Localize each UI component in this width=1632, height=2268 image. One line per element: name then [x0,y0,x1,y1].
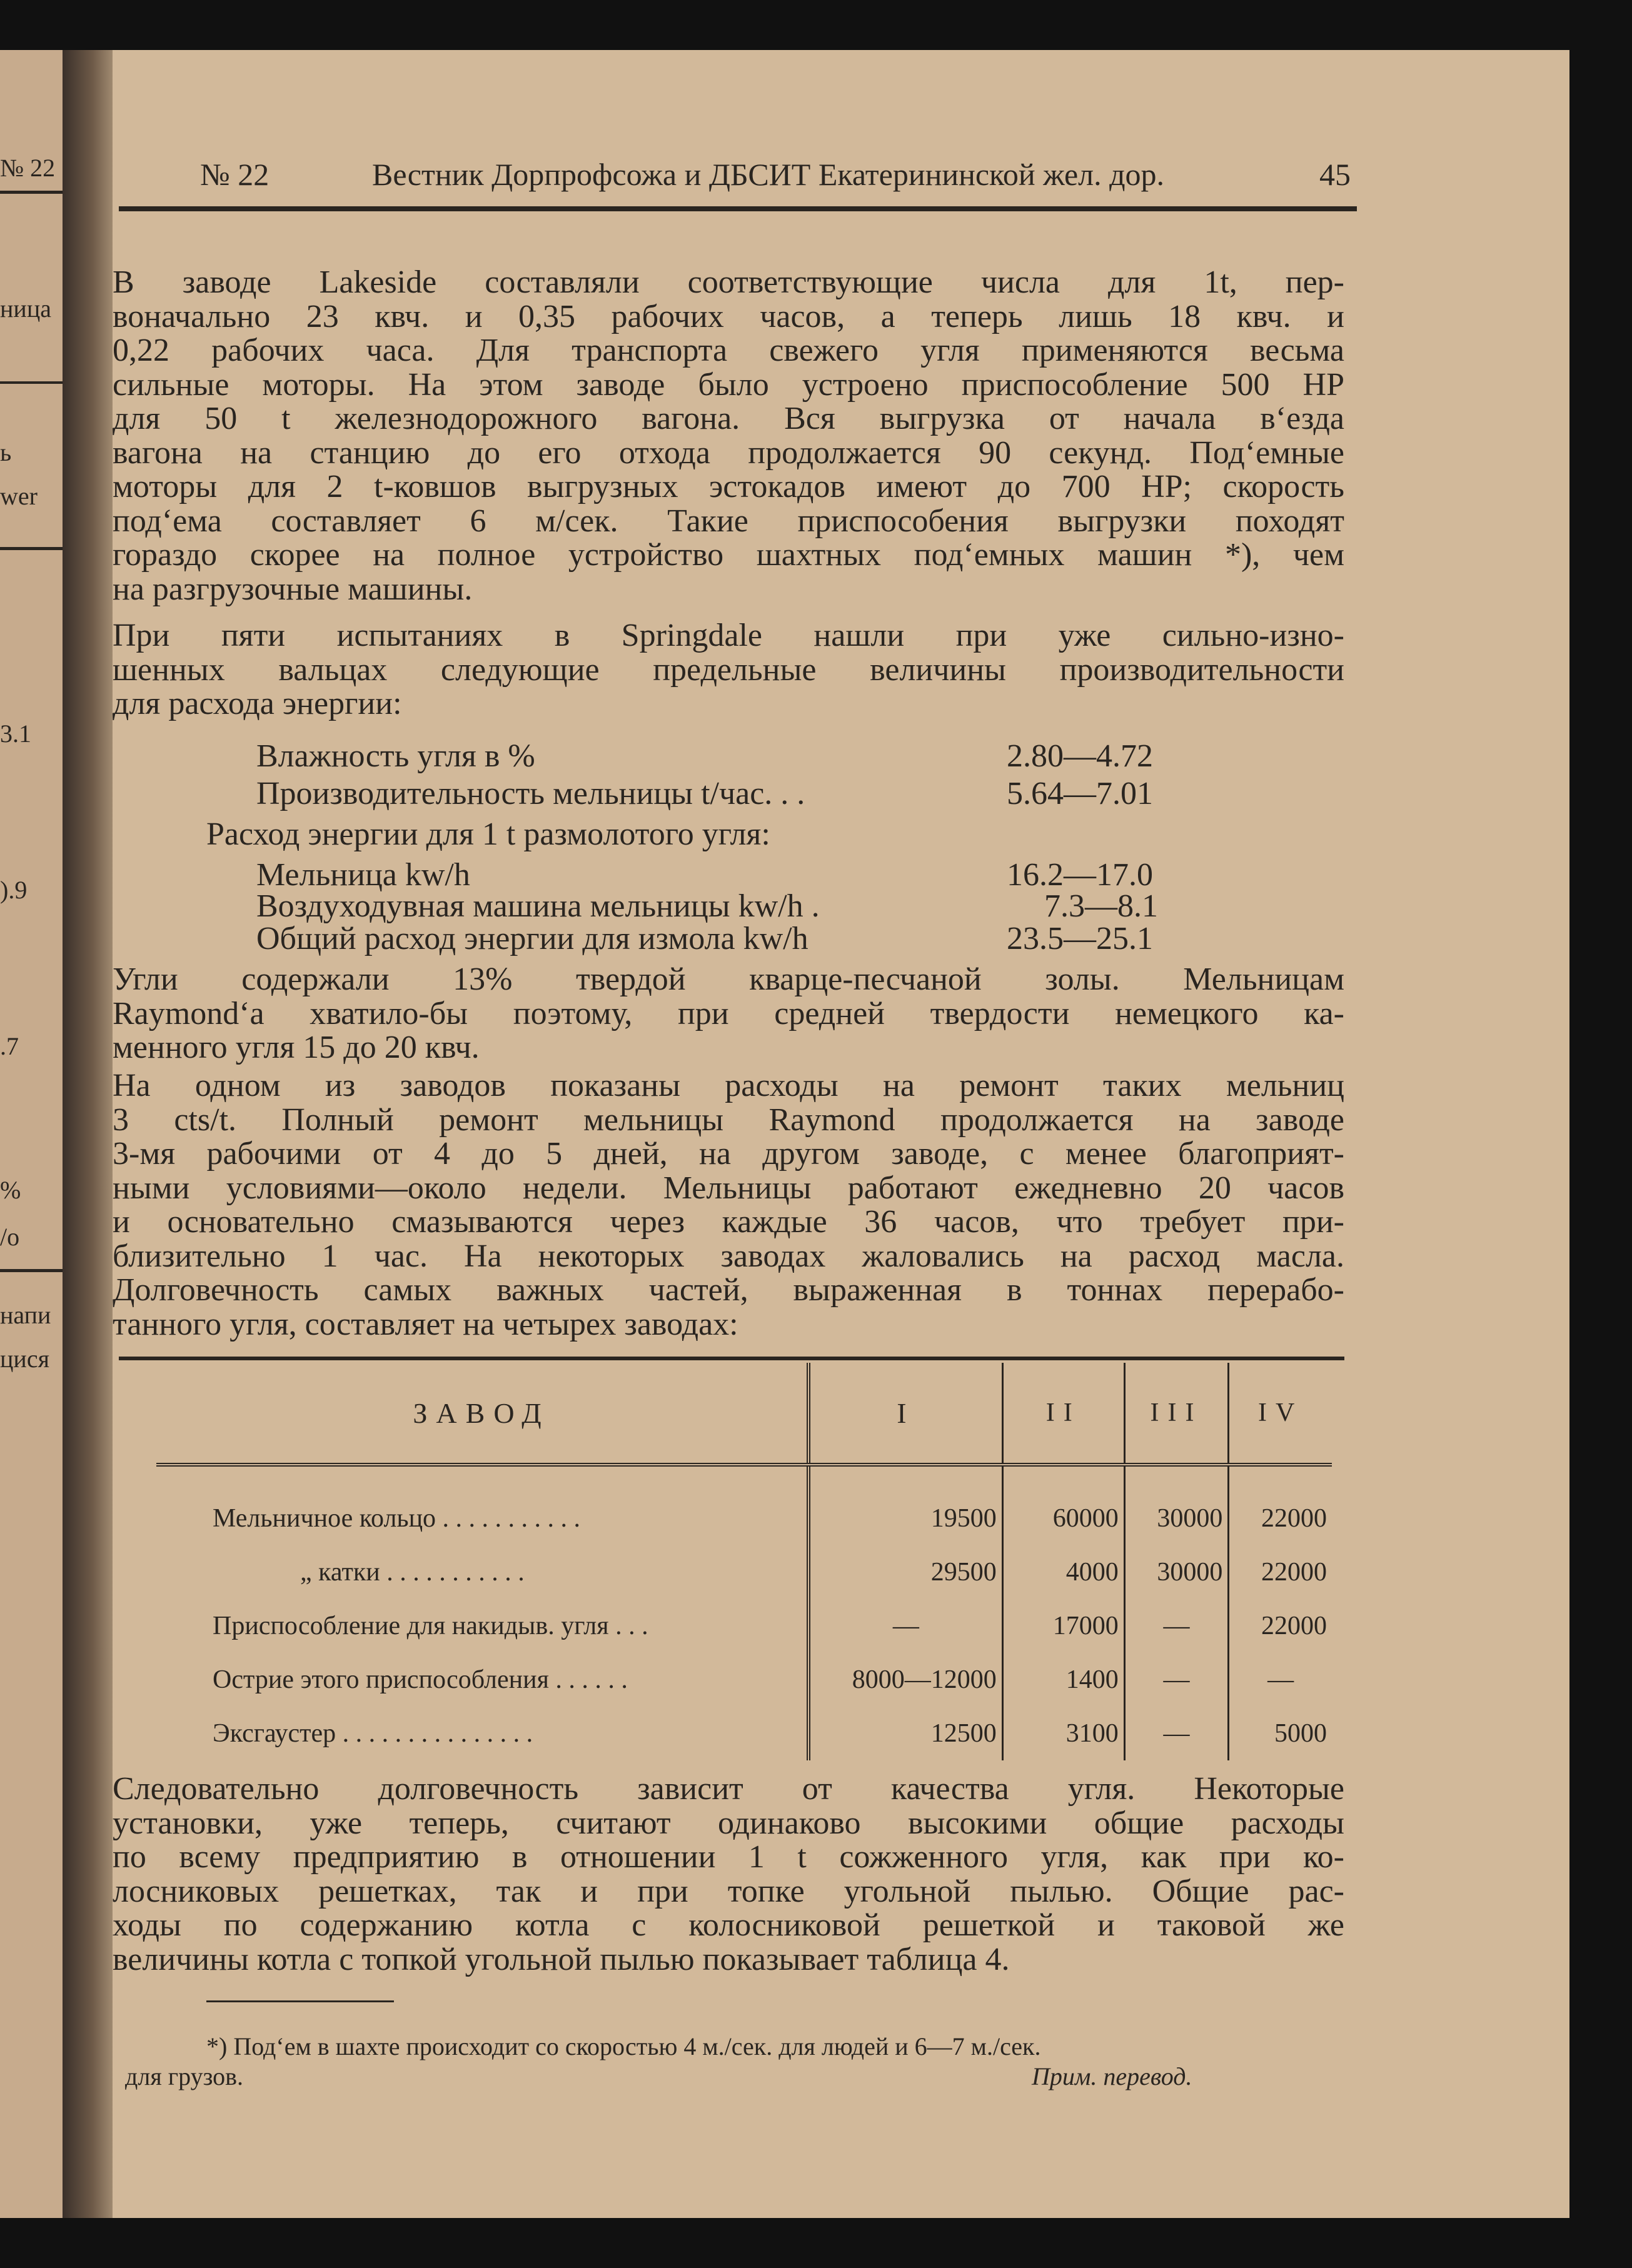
text-line: на разгрузочные машины. [113,571,473,607]
table-top-rule [119,1357,1344,1360]
text-line: ными условиями—около недели. Мельницы работают ежедневно 20 часов [113,1170,1344,1206]
text-line: моторы для 2 t-ковшов выгрузных эстокадов имеют до 700 HP; скорость [113,469,1344,504]
durability-table [156,1363,1332,1760]
text-line: Долговечность самых важных частей, выраженная в тоннах перерабо- [113,1272,1344,1308]
row-value: — [1124,1653,1229,1707]
prev-page-fragment: ь [0,438,12,466]
row-name: Мельничное кольцо . . . . . . . . . . . [213,1504,581,1533]
row-value: — [1124,1599,1229,1653]
row-value: 22000 [1229,1545,1332,1599]
productivity-label: Производительность мельницы t/час. . . [256,776,805,811]
text-line: для расхода энергии: [113,686,402,721]
footnote-rule [206,2000,394,2002]
table-row [156,1599,1332,1653]
row-value: 30000 [1124,1545,1229,1599]
row-value: 3100 [1002,1707,1124,1760]
table-row [156,1545,1332,1599]
row-value: 5000 [1229,1707,1332,1760]
row-value: 60000 [1002,1465,1124,1545]
row-value: 29500 [808,1545,1002,1599]
text-line: вагона на станцию до его отхода продолжается 90 секунд. Под‘емные [113,434,1344,471]
humidity-label: Влажность угля в % [256,738,535,774]
text-line: и основательно смазываются через каждые 36 часов, что требует при- [113,1204,1344,1240]
table-header-plant: ЗАВОД [156,1363,808,1465]
table-row [156,1653,1332,1707]
footnote-text: *) Под‘ем в шахте происходит со скоростью 4 м./сек. для людей и 6—7 м./сек. [206,2032,1041,2060]
prev-page-fragment: цися [0,1345,49,1373]
table-header-col-1: I [808,1363,1002,1465]
productivity-value: 5.64—7.01 [1007,776,1153,811]
row-value: — [808,1599,1002,1653]
text-line: 3-мя рабочими от 4 до 5 дней, на другом заводе, с менее благоприят- [113,1136,1344,1172]
journal-page [113,50,1569,2218]
prev-page-fragment: № 22 [0,154,56,182]
text-line: танного угля, составляет на четырех заводах: [113,1306,738,1342]
header-rule [119,206,1357,211]
row-value: 19500 [808,1465,1002,1545]
energy-heading: Расход энергии для 1 t размолотого угля: [206,816,770,852]
footnote-text-continued: для грузов. [125,2062,244,2090]
paragraph-conclusion [113,1772,1344,1977]
book-gutter [63,50,113,2218]
text-line: В заводе Lakeside составляли соответствующие числа для 1t, пер- [113,264,1344,300]
text-line: величины котла с топкой угольной пылью показывает таблица 4. [113,1941,1010,1977]
page-number: 45 [1319,157,1351,192]
row-value: 22000 [1229,1599,1332,1653]
row-name: Приспособление для накидыв. угля . . . [213,1612,648,1640]
prev-page-fragment: /o [0,1223,20,1251]
paragraph-repairs [113,1069,1344,1342]
total-energy-value: 23.5—25.1 [1007,921,1153,956]
footnote-attribution: Прим. перевод. [1032,2062,1192,2090]
blower-energy-label: Воздуходувная машина мельницы kw/h . [256,888,820,924]
row-value: 4000 [1002,1545,1124,1599]
total-energy-label: Общий расход энергии для измола kw/h [256,921,808,956]
prev-page-fragment: напи [0,1301,51,1329]
row-value: 17000 [1002,1599,1124,1653]
text-line: ходы по содержанию котла с колосниковой решеткой и таковой же [113,1907,1344,1943]
text-line: Следовательно долговечность зависит от качества угля. Некоторые [113,1771,1344,1807]
prev-page-fragment: 3.1 [0,720,31,748]
row-value: 1400 [1002,1653,1124,1707]
text-line: шенных вальцах следующие предельные величины производительности [113,651,1344,688]
prev-page-fragment: % [0,1176,21,1204]
row-value: 8000—12000 [808,1653,1002,1707]
row-value: — [1229,1653,1332,1707]
text-line: под‘ема составляет 6 м/сек. Такие приспособения выгрузки походят [113,503,1344,539]
text-line: воначально 23 квч. и 0,35 рабочих часов, а теперь лишь 18 квч. и [113,298,1344,334]
row-value: — [1124,1707,1229,1760]
table-header-col-3: III [1124,1363,1229,1465]
paragraph-lakeside [113,266,1344,606]
text-line: установки, уже теперь, считают одинаково высокими общие расходы [113,1805,1344,1841]
table-row [156,1465,1332,1545]
text-line: близительно 1 час. На некоторых заводах жаловались на расход масла. [113,1238,1344,1274]
text-line: Угли содержали 13% твердой кварце-песчаной золы. Мельницам [113,961,1344,997]
paragraph-springdale [113,619,1344,721]
mill-energy-label: Мельница kw/h [256,857,470,893]
humidity-value: 2.80—4.72 [1007,738,1153,774]
row-value: 22000 [1229,1465,1332,1545]
row-value: 30000 [1124,1465,1229,1545]
table-header-row [156,1363,1332,1465]
row-value: 12500 [808,1707,1002,1760]
running-header [156,156,1388,206]
table-header-col-4: IV [1229,1363,1332,1465]
prev-page-fragment: .7 [0,1032,19,1060]
text-line: по всему предприятию в отношении 1 t сожженного угля, как при ко- [113,1839,1344,1875]
row-name: Эксгаустер . . . . . . . . . . . . . . . [213,1719,533,1748]
paragraph-coal-ash [113,963,1344,1065]
text-line: При пяти испытаниях в Springdale нашли при уже сильно-изно- [113,618,1344,653]
blower-energy-value: 7.3—8.1 [1044,888,1158,924]
prev-page-fragment: ).9 [0,876,28,904]
text-line: 3 cts/t. Полный ремонт мельницы Raymond продолжается на заводе [113,1101,1344,1138]
text-line: 0,22 рабочих часа. Для транспорта свежего угля применяются весьма [113,333,1344,368]
text-line: лосниковых решетках, так и при топке угольной пылью. Общие рас- [113,1873,1344,1909]
table-row [156,1707,1332,1760]
row-name: Острие этого приспособления . . . . . . [213,1665,628,1694]
issue-number: № 22 [200,157,269,192]
prev-page-fragment: wer [0,482,38,510]
text-line: На одном из заводов показаны расходы на ремонт таких мельниц [113,1068,1344,1103]
text-line: для 50 t железнодорожного вагона. Вся выгрузка от начала в‘езда [113,401,1344,436]
text-line: сильные моторы. На этом заводе было устроено приспособление 500 HP [113,366,1344,403]
text-line: менного угля 15 до 20 квч. [113,1030,480,1065]
text-line: Raymond‘а хватило-бы поэтому, при средней твердости немецкого ка- [113,995,1344,1031]
journal-title: Вестник Дорпрофсожа и ДБСИТ Екатерининской жел. дор. [372,157,1165,192]
table-header-col-2: II [1002,1363,1124,1465]
mill-energy-value: 16.2—17.0 [1007,857,1153,893]
row-name: „ катки . . . . . . . . . . . [300,1558,525,1587]
prev-page-fragment: ница [0,294,51,323]
text-line: гораздо скорее на полное устройство шахтных под‘емных машин *), чем [113,537,1344,573]
